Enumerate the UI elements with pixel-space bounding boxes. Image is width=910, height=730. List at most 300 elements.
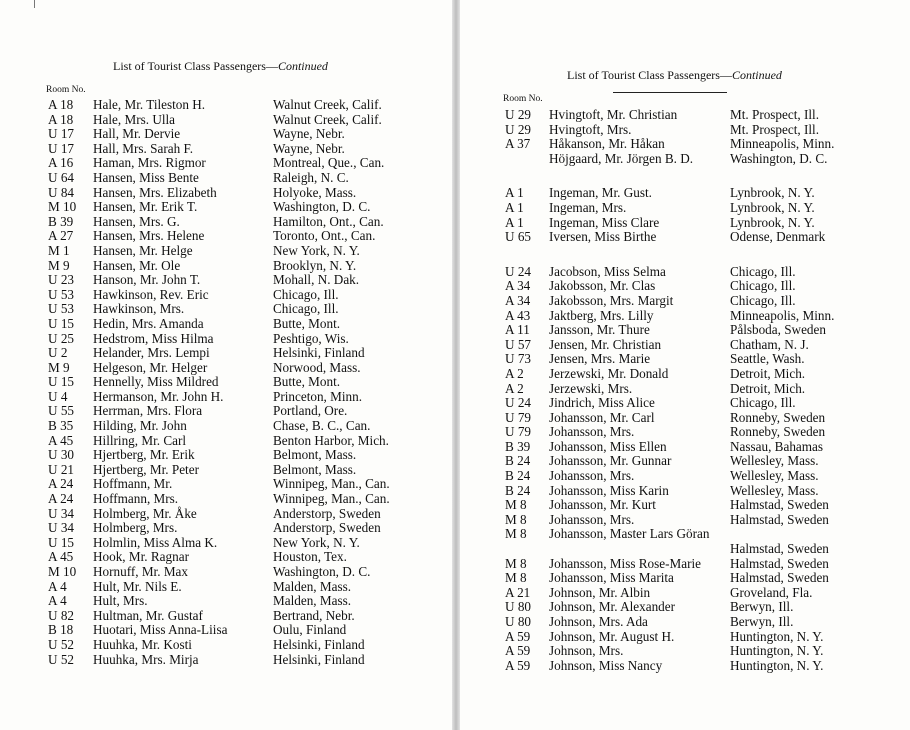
- section-gap: [505, 166, 905, 186]
- passenger-name: Hansen, Mr. Ole: [93, 257, 181, 273]
- room-number: U 57: [505, 336, 532, 352]
- passenger-residence: Minneapolis, Minn.: [730, 136, 835, 152]
- passenger-row: [505, 382, 905, 397]
- room-number: A 59: [505, 643, 531, 659]
- passenger-residence: Helsinki, Finland: [273, 651, 365, 667]
- room-number: B 24: [505, 468, 531, 484]
- room-number: A 37: [505, 136, 531, 152]
- passenger-row: [48, 507, 448, 522]
- passenger-residence: Princeton, Minn.: [273, 388, 363, 404]
- passenger-row: [48, 521, 448, 536]
- room-number: B 24: [505, 453, 531, 469]
- passenger-residence: Wellesley, Mass.: [730, 482, 819, 498]
- room-number: U 79: [505, 424, 532, 440]
- passenger-residence: Nassau, Bahamas: [730, 438, 824, 454]
- room-number: A 1: [505, 199, 524, 215]
- passenger-name: Hansen, Mr. Erik T.: [93, 199, 198, 215]
- passenger-list-right: [505, 108, 905, 673]
- room-number: M 8: [505, 497, 527, 513]
- passenger-list-left: [48, 98, 448, 667]
- room-number: A 59: [505, 657, 531, 673]
- passenger-row: [505, 586, 905, 601]
- passenger-row: [505, 454, 905, 469]
- room-number: A 34: [505, 292, 531, 308]
- passenger-row: [505, 411, 905, 426]
- passenger-name: Hanson, Mr. John T.: [93, 272, 201, 288]
- passenger-name: Helgeson, Mr. Helger: [93, 359, 208, 375]
- passenger-residence: Ronneby, Sweden: [730, 409, 826, 425]
- passenger-name: Jakobsson, Mr. Clas: [549, 278, 656, 294]
- title-continued: Continued: [731, 68, 782, 82]
- room-number: U 52: [48, 651, 75, 667]
- passenger-residence: Chicago, Ill.: [730, 292, 796, 308]
- passenger-row: [48, 156, 448, 171]
- passenger-name: Hult, Mrs.: [93, 593, 148, 609]
- passenger-name: Huuhka, Mrs. Mirja: [93, 651, 199, 667]
- passenger-row: [505, 600, 905, 615]
- room-number: M 10: [48, 199, 77, 215]
- page-title: [567, 68, 782, 83]
- passenger-row: [505, 201, 905, 216]
- passenger-name: Ingeman, Mr. Gust.: [549, 185, 652, 201]
- room-number: A 1: [505, 185, 524, 201]
- passenger-name: Huuhka, Mr. Kosti: [93, 636, 192, 652]
- room-number: U 4: [48, 388, 68, 404]
- passenger-name: Hale, Mrs. Ulla: [93, 111, 176, 127]
- passenger-name: Johansson, Mr. Gunnar: [549, 453, 672, 469]
- room-number: M 8: [505, 511, 527, 527]
- passenger-name: Johansson, Mrs.: [549, 424, 635, 440]
- passenger-residence: Montreal, Que., Can.: [273, 155, 385, 171]
- passenger-residence: Belmont, Mass.: [273, 447, 357, 463]
- room-number: U 53: [48, 286, 75, 302]
- passenger-row: [48, 390, 448, 405]
- passenger-name: Jindrich, Miss Alice: [549, 395, 655, 411]
- passenger-name: Hansen, Mrs. Helene: [93, 228, 205, 244]
- passenger-residence: Ronneby, Sweden: [730, 424, 826, 440]
- passenger-row: [505, 186, 905, 201]
- passenger-residence: Chatham, N. J.: [730, 336, 809, 352]
- passenger-name: Hedstrom, Miss Hilma: [93, 330, 214, 346]
- passenger-residence: Halmstad, Sweden: [730, 570, 829, 586]
- passenger-residence: Detroit, Mich.: [730, 380, 806, 396]
- passenger-residence: Anderstorp, Sweden: [273, 520, 381, 536]
- passenger-name: Johansson, Miss Rose-Marie: [549, 555, 702, 571]
- passenger-name: Johansson, Miss Marita: [549, 570, 674, 586]
- passenger-residence: Halmstad, Sweden: [730, 511, 829, 527]
- room-number: U 52: [48, 636, 75, 652]
- passenger-residence: Belmont, Mass.: [273, 461, 357, 477]
- passenger-residence: Pålsboda, Sweden: [730, 322, 826, 338]
- passenger-name: Hennelly, Miss Mildred: [93, 374, 219, 390]
- room-number: U 64: [48, 169, 75, 185]
- passenger-name: Hawkinson, Rev. Eric: [93, 286, 209, 302]
- room-number: U 80: [505, 599, 532, 615]
- passenger-residence: Hamilton, Ont., Can.: [273, 213, 384, 229]
- passenger-residence: Halmstad, Sweden: [730, 541, 829, 557]
- passenger-residence: Walnut Creek, Calif.: [273, 97, 382, 112]
- passenger-name: Hjertberg, Mr. Erik: [93, 447, 195, 463]
- passenger-row: [48, 536, 448, 551]
- room-number: U 15: [48, 534, 75, 550]
- passenger-name: Höjgaard, Mr. Jörgen B. D.: [549, 150, 694, 166]
- passenger-residence: Lynbrook, N. Y.: [730, 214, 815, 230]
- room-number: A 18: [48, 97, 74, 112]
- passenger-residence: Bertrand, Nebr.: [273, 607, 355, 623]
- passenger-row: [505, 137, 905, 152]
- passenger-residence: Halmstad, Sweden: [730, 497, 829, 513]
- passenger-row: [505, 498, 905, 513]
- room-number: U 80: [505, 614, 532, 629]
- passenger-residence: Toronto, Ont., Can.: [273, 228, 376, 244]
- passenger-residence: Huntington, N. Y.: [730, 643, 824, 659]
- room-number: A 4: [48, 578, 67, 594]
- passenger-name: Hilding, Mr. John: [93, 418, 187, 434]
- passenger-row: [48, 653, 448, 668]
- passenger-residence: Berwyn, Ill.: [730, 614, 794, 629]
- passenger-row: [505, 309, 905, 324]
- passenger-residence: Winnipeg, Man., Can.: [273, 476, 390, 492]
- room-number: M 8: [505, 570, 527, 586]
- room-number: U 29: [505, 107, 532, 122]
- passenger-name: Hoffmann, Mrs.: [93, 491, 179, 507]
- passenger-name: Johansson, Mrs.: [549, 468, 635, 484]
- passenger-name: Hult, Mr. Nils E.: [93, 578, 182, 594]
- passenger-row: [48, 623, 448, 638]
- title-continued: Continued: [277, 59, 328, 73]
- passenger-name: Holmberg, Mrs.: [93, 520, 178, 536]
- room-number: A 21: [505, 584, 531, 600]
- passenger-residence: Helsinki, Finland: [273, 345, 365, 361]
- right-page: [460, 0, 910, 730]
- passenger-name: Johnson, Mrs. Ada: [549, 614, 648, 629]
- passenger-residence: Odense, Denmark: [730, 229, 826, 245]
- passenger-name: Jacobson, Miss Selma: [549, 263, 666, 279]
- title-text: List of Tourist Class Passengers—: [113, 59, 278, 73]
- passenger-name: Jaktberg, Mrs. Lilly: [549, 307, 654, 323]
- passenger-name: Jensen, Mrs. Marie: [549, 351, 651, 367]
- page-mark: [34, 0, 35, 8]
- passenger-row: [48, 565, 448, 580]
- room-number: U 24: [505, 395, 532, 411]
- passenger-residence: Raleigh, N. C.: [273, 169, 349, 185]
- passenger-row: [505, 425, 905, 440]
- passenger-row: [48, 477, 448, 492]
- room-number: A 16: [48, 155, 74, 171]
- room-number: B 39: [48, 213, 74, 229]
- passenger-row: [505, 484, 905, 499]
- passenger-row: [48, 186, 448, 201]
- passenger-name: Hansen, Mr. Helge: [93, 242, 193, 258]
- passenger-residence: Holyoke, Mass.: [273, 184, 357, 200]
- room-number: U 73: [505, 351, 532, 367]
- passenger-name: Hansen, Mrs. Elizabeth: [93, 184, 217, 200]
- passenger-residence: Washington, D. C.: [273, 564, 371, 579]
- passenger-row: [48, 288, 448, 303]
- passenger-name: Hvingtoft, Mrs.: [549, 121, 632, 137]
- passenger-residence: Huntington, N. Y.: [730, 657, 824, 673]
- passenger-residence: Winnipeg, Man., Can.: [273, 491, 390, 507]
- passenger-residence: New York, N. Y.: [273, 242, 360, 258]
- left-page: [0, 0, 452, 730]
- room-number: B 39: [505, 438, 531, 454]
- room-number: U 25: [48, 330, 75, 346]
- room-number: U 65: [505, 229, 532, 245]
- room-number: U 17: [48, 126, 75, 142]
- passenger-residence: Anderstorp, Sweden: [273, 505, 381, 521]
- passenger-name: Johansson, Miss Karin: [549, 482, 669, 498]
- room-number: M 8: [505, 555, 527, 571]
- room-number: A 2: [505, 365, 524, 381]
- passenger-name: Johnson, Mr. Alexander: [549, 599, 676, 615]
- room-number: U 23: [48, 272, 75, 288]
- passenger-row: [48, 448, 448, 463]
- room-number: U 30: [48, 447, 75, 463]
- passenger-row: [505, 265, 905, 280]
- passenger-row: [48, 492, 448, 507]
- room-no-header: Room No.: [503, 94, 543, 104]
- passenger-row: [505, 527, 905, 542]
- passenger-name: Hawkinson, Mrs.: [93, 301, 185, 317]
- passenger-name: Hedin, Mrs. Amanda: [93, 315, 204, 331]
- passenger-residence: Benton Harbor, Mich.: [273, 432, 389, 448]
- room-number: U 82: [48, 607, 75, 623]
- passenger-residence: Norwood, Mass.: [273, 359, 361, 375]
- passenger-row: [48, 127, 448, 142]
- passenger-residence: Mohall, N. Dak.: [273, 272, 360, 288]
- passenger-name: Helander, Mrs. Lempi: [93, 345, 210, 361]
- room-number: M 1: [48, 242, 70, 258]
- passenger-row: [48, 302, 448, 317]
- passenger-name: Johansson, Mr. Carl: [549, 409, 655, 425]
- room-number: A 59: [505, 628, 531, 644]
- room-number: B 35: [48, 418, 74, 434]
- passenger-name: Johansson, Mr. Kurt: [549, 497, 656, 513]
- passenger-name: Håkanson, Mr. Håkan: [549, 136, 665, 152]
- passenger-residence: Houston, Tex.: [273, 549, 347, 565]
- book-gutter: [452, 0, 460, 730]
- passenger-row: [505, 571, 905, 586]
- passenger-name: Johansson, Miss Ellen: [549, 438, 667, 454]
- passenger-residence: Malden, Mass.: [273, 578, 352, 594]
- passenger-name: Hermanson, Mr. John H.: [93, 388, 224, 404]
- room-number: A 27: [48, 228, 74, 244]
- passenger-row: [48, 594, 448, 609]
- room-number: A 11: [505, 322, 530, 338]
- passenger-name: Hall, Mrs. Sarah F.: [93, 140, 194, 156]
- room-number: U 79: [505, 409, 532, 425]
- passenger-row: [48, 550, 448, 565]
- passenger-row: [505, 108, 905, 123]
- passenger-name: Hornuff, Mr. Max: [93, 564, 188, 579]
- passenger-name: Jensen, Mr. Christian: [549, 336, 662, 352]
- passenger-residence: Brooklyn, N. Y.: [273, 257, 357, 273]
- passenger-row: [48, 609, 448, 624]
- passenger-row: [505, 557, 905, 572]
- passenger-residence: Chicago, Ill.: [730, 395, 796, 411]
- passenger-residence: Butte, Mont.: [273, 374, 341, 390]
- passenger-name: Iversen, Miss Birthe: [549, 229, 657, 245]
- room-number: U 21: [48, 461, 75, 477]
- passenger-row: [505, 352, 905, 367]
- room-number: M 10: [48, 564, 77, 579]
- passenger-row: [48, 638, 448, 653]
- passenger-name: Hvingtoft, Mr. Christian: [549, 107, 678, 122]
- room-number: M 8: [505, 526, 527, 542]
- passenger-name: Hillring, Mr. Carl: [93, 432, 187, 448]
- passenger-row: [505, 152, 905, 167]
- passenger-row: [505, 615, 905, 630]
- passenger-name: Johansson, Master Lars Göran: [549, 526, 710, 542]
- passenger-name: Holmlin, Miss Alma K.: [93, 534, 218, 550]
- passenger-residence: Minneapolis, Minn.: [730, 307, 835, 323]
- passenger-residence: Chicago, Ill.: [273, 286, 339, 302]
- passenger-residence: Seattle, Wash.: [730, 351, 805, 367]
- page-title: [113, 59, 328, 74]
- room-number: A 34: [505, 278, 531, 294]
- passenger-row: [48, 273, 448, 288]
- room-number: U 84: [48, 184, 75, 200]
- passenger-residence: Mt. Prospect, Ill.: [730, 107, 820, 122]
- passenger-residence: Detroit, Mich.: [730, 365, 806, 381]
- passenger-row: [48, 346, 448, 361]
- room-number: U 15: [48, 315, 75, 331]
- passenger-name: Hultman, Mr. Gustaf: [93, 607, 203, 623]
- passenger-name: Hale, Mr. Tileston H.: [93, 97, 206, 112]
- room-number: A 1: [505, 214, 524, 230]
- passenger-row: [505, 216, 905, 231]
- room-number: A 24: [48, 491, 74, 507]
- passenger-name: Jansson, Mr. Thure: [549, 322, 650, 338]
- passenger-name: Johnson, Mrs.: [549, 643, 624, 659]
- passenger-name: Huotari, Miss Anna-Liisa: [93, 622, 228, 638]
- passenger-name: Johnson, Mr. August H.: [549, 628, 675, 644]
- section-gap: [505, 245, 905, 265]
- passenger-residence: Wellesley, Mass.: [730, 468, 819, 484]
- passenger-row: [48, 171, 448, 186]
- passenger-name: Haman, Mrs. Rigmor: [93, 155, 206, 171]
- room-number: U 2: [48, 345, 68, 361]
- passenger-row: [505, 440, 905, 455]
- passenger-row: [505, 644, 905, 659]
- passenger-row: [505, 659, 905, 674]
- room-number: B 18: [48, 622, 74, 638]
- passenger-row: [505, 294, 905, 309]
- passenger-name: Ingeman, Mrs.: [549, 199, 627, 215]
- room-number: M 9: [48, 257, 70, 273]
- room-number: A 4: [48, 593, 67, 609]
- passenger-row: [505, 279, 905, 294]
- passenger-residence: Groveland, Fla.: [730, 584, 813, 600]
- passenger-name: Hjertberg, Mr. Peter: [93, 461, 199, 477]
- passenger-name: Hall, Mr. Dervie: [93, 126, 181, 142]
- passenger-residence: Wellesley, Mass.: [730, 453, 819, 469]
- room-number: B 24: [505, 482, 531, 498]
- passenger-row: [505, 230, 905, 245]
- room-no-header: Room No.: [46, 85, 86, 95]
- room-number: U 55: [48, 403, 75, 419]
- room-number: U 17: [48, 140, 75, 156]
- passenger-name: Ingeman, Miss Clare: [549, 214, 660, 230]
- passenger-row: [48, 332, 448, 347]
- room-number: U 53: [48, 301, 75, 317]
- room-number: A 24: [48, 476, 74, 492]
- passenger-row: [48, 404, 448, 419]
- passenger-residence: Peshtigo, Wis.: [273, 330, 349, 346]
- passenger-residence: Butte, Mont.: [273, 315, 341, 331]
- passenger-name: Hoffmann, Mr.: [93, 476, 173, 492]
- passenger-residence: Mt. Prospect, Ill.: [730, 121, 820, 137]
- passenger-residence: Chicago, Ill.: [730, 263, 796, 279]
- passenger-row: [505, 367, 905, 382]
- room-number: U 29: [505, 121, 532, 137]
- passenger-residence: Wayne, Nebr.: [273, 126, 345, 142]
- room-number: A 45: [48, 549, 74, 565]
- passenger-residence: Halmstad, Sweden: [730, 555, 829, 571]
- passenger-row: [505, 469, 905, 484]
- passenger-row: [48, 434, 448, 449]
- passenger-row: [48, 244, 448, 259]
- room-number: U 15: [48, 374, 75, 390]
- passenger-row: [48, 98, 448, 113]
- passenger-residence: Chase, B. C., Can.: [273, 418, 371, 434]
- passenger-row: [48, 463, 448, 478]
- passenger-residence: Chicago, Ill.: [273, 301, 339, 317]
- passenger-name: Johansson, Mrs.: [549, 511, 635, 527]
- room-number: A 45: [48, 432, 74, 448]
- passenger-residence: Chicago, Ill.: [730, 278, 796, 294]
- passenger-residence: Washington, D. C.: [730, 150, 828, 166]
- passenger-name: Jakobsson, Mrs. Margit: [549, 292, 674, 308]
- passenger-name: Johnson, Mr. Albin: [549, 584, 651, 600]
- passenger-row: [48, 142, 448, 157]
- passenger-residence: Huntington, N. Y.: [730, 628, 824, 644]
- passenger-residence: Oulu, Finland: [273, 622, 347, 638]
- passenger-residence: Washington, D. C.: [273, 199, 371, 215]
- passenger-row: [505, 542, 905, 557]
- passenger-name: Hook, Mr. Ragnar: [93, 549, 189, 565]
- passenger-row: [48, 215, 448, 230]
- passenger-name: Hansen, Miss Bente: [93, 169, 199, 185]
- room-number: U 24: [505, 263, 532, 279]
- passenger-residence: New York, N. Y.: [273, 534, 360, 550]
- passenger-row: [505, 123, 905, 138]
- passenger-residence: Helsinki, Finland: [273, 636, 365, 652]
- passenger-residence: Berwyn, Ill.: [730, 599, 794, 615]
- passenger-residence: Lynbrook, N. Y.: [730, 199, 815, 215]
- passenger-row: [48, 200, 448, 215]
- room-number: A 18: [48, 111, 74, 127]
- passenger-name: Herrman, Mrs. Flora: [93, 403, 203, 419]
- passenger-row: [505, 630, 905, 645]
- passenger-row: [48, 580, 448, 595]
- room-number: U 34: [48, 520, 75, 536]
- passenger-residence: Lynbrook, N. Y.: [730, 185, 815, 201]
- passenger-row: [48, 113, 448, 128]
- passenger-row: [505, 396, 905, 411]
- passenger-row: [48, 375, 448, 390]
- passenger-row: [48, 419, 448, 434]
- passenger-name: Holmberg, Mr. Åke: [93, 505, 197, 521]
- passenger-row: [48, 361, 448, 376]
- passenger-residence: Portland, Ore.: [273, 403, 348, 419]
- passenger-residence: Wayne, Nebr.: [273, 140, 345, 156]
- passenger-name: Hansen, Mrs. G.: [93, 213, 180, 229]
- title-text: List of Tourist Class Passengers—: [567, 68, 732, 82]
- passenger-row: [48, 229, 448, 244]
- title-rule: [613, 92, 727, 93]
- passenger-name: Johnson, Miss Nancy: [549, 657, 663, 673]
